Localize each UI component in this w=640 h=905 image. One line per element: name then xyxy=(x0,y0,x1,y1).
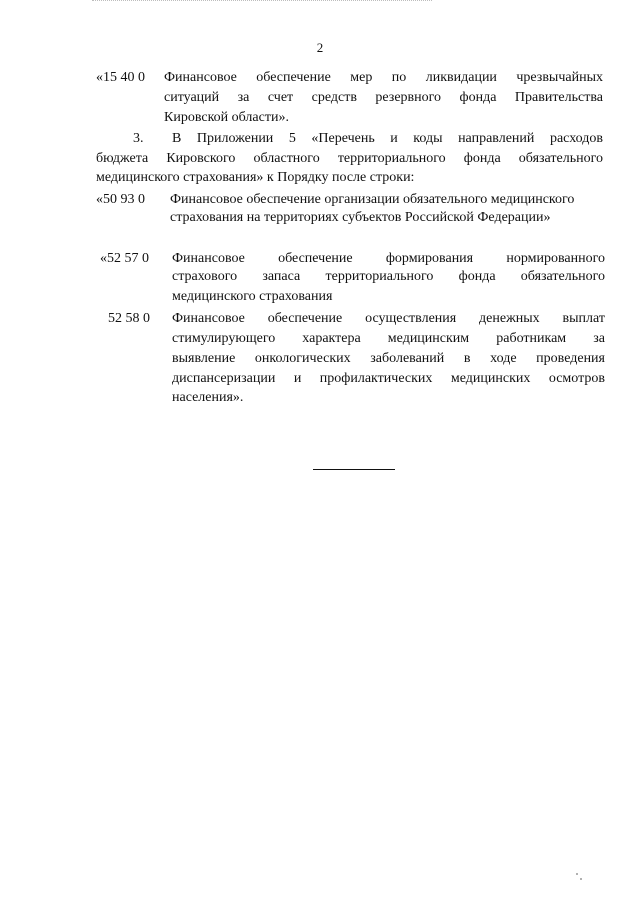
entry-text-line: Финансовое обеспечение организации обязательного медицинского xyxy=(170,192,575,207)
paragraph-text-line: В Приложении 5 «Перечень и коды направлений расходов xyxy=(172,131,603,146)
entry-text-line: Кировской области». xyxy=(164,110,289,125)
entry-text-line: страхового запаса территориального фонда обязательного xyxy=(172,269,605,284)
entry-code-52-57-0: «52 57 0 xyxy=(100,251,149,266)
page-number: 2 xyxy=(316,40,324,55)
entry-text-line: медицинского страхования xyxy=(172,289,333,304)
paragraph-text-line: медицинского страхования» к Порядку после строки: xyxy=(96,170,415,185)
separator-line xyxy=(313,469,395,470)
entry-text-line: стимулирующего характера медицинским работникам за xyxy=(172,331,605,346)
entry-text-line: страхования на территориях субъектов Российской Федерации» xyxy=(170,210,551,225)
paragraph-text-line: бюджета Кировского областного территориального фонда обязательного xyxy=(96,151,603,166)
entry-text-line: выявление онкологических заболеваний в ходе проведения xyxy=(172,351,605,366)
scan-speck xyxy=(576,873,578,875)
entry-text-line: Финансовое обеспечение осуществления денежных выплат xyxy=(172,311,605,326)
entry-text-line: диспансеризации и профилактических медицинских осмотров xyxy=(172,371,605,386)
entry-code-52-58-0: 52 58 0 xyxy=(108,311,150,326)
scan-artifact-top xyxy=(92,0,432,7)
entry-code-15-40-0: «15 40 0 xyxy=(96,70,145,85)
entry-code-50-93-0: «50 93 0 xyxy=(96,192,145,207)
entry-text-line: населения». xyxy=(172,390,244,405)
paragraph-number: 3. xyxy=(133,131,144,146)
scan-speck xyxy=(580,878,582,880)
entry-text-line: Финансовое обеспечение мер по ликвидации чрезвычайных xyxy=(164,70,603,85)
entry-text-line: Финансовое обеспечение формирования нормированного xyxy=(172,251,605,266)
entry-text-line: ситуаций за счет средств резервного фонда Правительства xyxy=(164,90,603,105)
